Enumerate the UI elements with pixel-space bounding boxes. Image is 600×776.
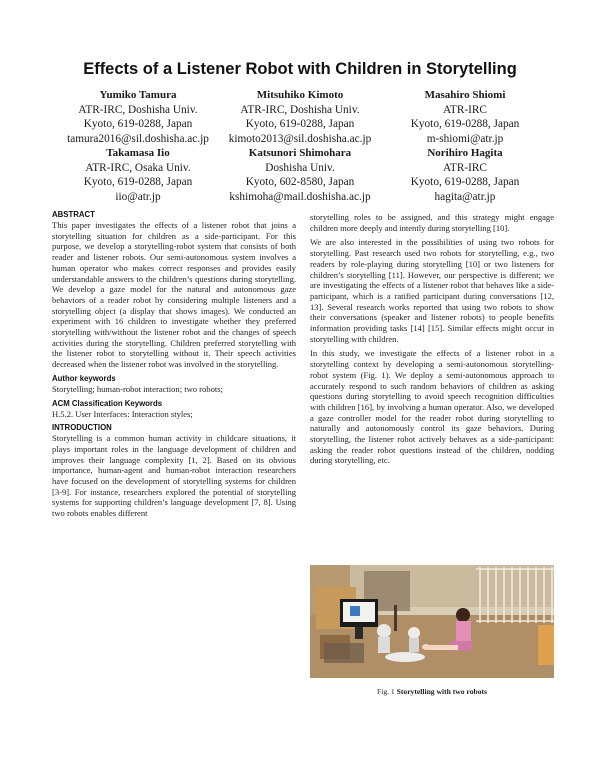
- author-affiliation: ATR-IRC, Doshisha Univ.: [78, 103, 198, 116]
- figure-photo: [310, 565, 554, 678]
- author-address: Kyoto, 619-0288, Japan: [410, 176, 520, 189]
- abstract-text: This paper investigates the effects of a listener robot that joins a storytelling situation for children as a side-participant. For this purpose, we develop a storytelling-robot system that consists of both reader and listener robots. Our semi-autonomous system involves a human operator who makes correct responses and provides easily understandable answers to the children’s questions during storytelling. We develop a gaze model for the natural and autonomous gaze behaviors of a reader robot by considering multiple listeners and a storytelling object (a display that shows images). We conducted an experiment with 16 children to investigate whether they preferred storytelling with/without the listener robot and the changes of speech activities during the storytelling. Children preferred storytelling with the listener robot to storytelling without it. Their speech activities decreased when the listener robot was involved in the storytelling.: [52, 220, 296, 370]
- author-address: Kyoto, 619-0288, Japan: [245, 118, 355, 131]
- author-name: Katsunori Shimohara: [248, 147, 352, 159]
- author-email: hagita@atr.jp: [434, 190, 496, 203]
- author-1: [48, 88, 228, 146]
- author-2: [210, 88, 390, 146]
- author-affiliation: ATR-IRC, Osaka Univ.: [85, 161, 191, 174]
- figure-caption: [310, 687, 554, 696]
- keywords-heading: Author keywords: [52, 373, 116, 383]
- figure-number: Fig. 1: [377, 687, 395, 696]
- author-address: Kyoto, 619-0288, Japan: [83, 118, 193, 131]
- author-3: [375, 88, 555, 146]
- author-name: Takamasa Iio: [106, 147, 170, 159]
- author-email: m-shiomi@atr.jp: [426, 132, 504, 145]
- author-4: [48, 146, 228, 204]
- author-email: tamura2016@sil.doshisha.ac.jp: [67, 132, 209, 145]
- left-column: [52, 210, 296, 523]
- author-5: [210, 146, 390, 204]
- introduction-text: Storytelling is a common human activity in childcare situations, it plays important roles in the language development of children and improves their language complexity [1, 2]. Based on its obvious importance, human-agent and human-robot interaction researchers have focused on the development of storytelling systems for children [3-9]. For instance, researchers explored the potential of storytelling systems for supporting children’s language development [7, 8]. Using two robots enables different: [52, 433, 296, 519]
- author-address: Kyoto, 619-0288, Japan: [83, 176, 193, 189]
- paragraph-this-study: In this study, we investigate the effects of a listener robot in a storytelling context by developing a semi-autonomous storytelling-robot system (Fig. 1). We deploy a semi-autonomous approach to accurately respond to such random behaviors of children as asking questions during storytelling to avoid speech recognition difficulties with children [16], by involving a human operator. Also, we developed a gaze controller model for the reader robot during storytelling to naturally and autonomously control its gaze behaviors. During storytelling, the listener robot actively behaves as a side-participant: asking the reader robot questions instead of the children, nodding during storytelling, etc.: [310, 348, 554, 466]
- author-email: kshimoha@mail.doshisha.ac.jp: [229, 190, 371, 203]
- author-affiliation: ATR-IRC, Doshisha Univ.: [240, 103, 360, 116]
- paper-title: Effects of a Listener Robot with Children in Storytelling: [83, 60, 517, 78]
- author-email: kimoto2013@sil.doshisha.ac.jp: [228, 132, 372, 145]
- author-name: Masahiro Shiomi: [424, 89, 506, 101]
- author-affiliation: ATR-IRC: [443, 161, 487, 174]
- author-affiliation: Doshisha Univ.: [265, 161, 335, 174]
- author-name: Mitsuhiko Kimoto: [256, 89, 344, 101]
- figure-caption-text: Storytelling with two robots: [396, 687, 487, 696]
- author-address: Kyoto, 602-8580, Japan: [245, 176, 355, 189]
- right-column: [310, 212, 554, 470]
- paragraph-two-robots: We are also interested in the possibilities of using two robots for storytelling. Past research used two robots for storytelling, e.g., two readers by role-playing during storytelling [10] or two listeners for children’s storytelling [11]. However, our perspective is different; we are investigating the effects of a listener robot that behaves like a side-participant, which is a ratified participant during conversations [12, 13]. Several research works reported that using two robots to show their conversations (speaker and listener robots) to people benefits information providing tasks [14] [15]. Similar effects might occur in storytelling with children.: [310, 237, 554, 344]
- abstract-heading: ABSTRACT: [52, 210, 95, 219]
- author-email: iio@atr.jp: [115, 190, 161, 203]
- author-affiliation: ATR-IRC: [443, 103, 487, 116]
- author-name: Norihiro Hagita: [427, 147, 503, 159]
- author-6: [375, 146, 555, 204]
- introduction-heading: INTRODUCTION: [52, 423, 112, 433]
- acm-heading: ACM Classification Keywords: [52, 398, 163, 408]
- acm-text: H.5.2. User Interfaces: Interaction styles;: [52, 408, 193, 419]
- author-address: Kyoto, 619-0288, Japan: [410, 118, 520, 131]
- storytelling-photo-image: [310, 565, 554, 678]
- paragraph-continuation: storytelling roles to be assigned, and this strategy might engage children more deeply and intently during storytelling [10].: [310, 212, 554, 233]
- author-name: Yumiko Tamura: [99, 89, 177, 101]
- keywords-text: Storytelling; human-robot interaction; two robots;: [52, 383, 223, 394]
